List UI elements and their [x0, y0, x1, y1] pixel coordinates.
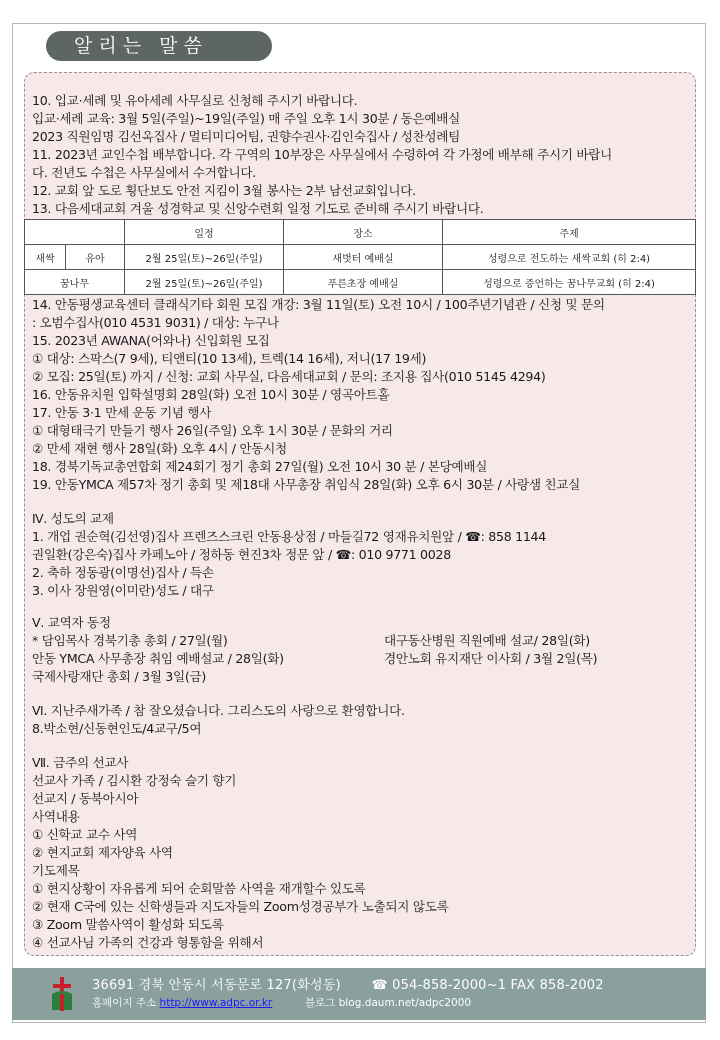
- notice-line: ② 모집: 25일(토) 까지 / 신청: 교회 사무실, 다음세대교회 / 문의: 조지용 집사(010 5145 4294): [32, 369, 546, 384]
- footer-phone: ☎ 054-858-2000~1 FAX 858-2002: [371, 978, 604, 993]
- footer-web: [92, 995, 471, 1010]
- notice-line: * 담임목사 경북기총 총회 / 27일(월): [32, 633, 228, 648]
- section-heading: Ⅶ. 금주의 선교사: [32, 755, 129, 770]
- notice-line: 1. 개업 권순혁(김선영)집사 프렌즈스크린 안동용상점 / 마들길72 영재유치원앞 / ☎: 858 1144: [32, 529, 546, 544]
- table-cell: 성령으로 전도하는 새싹교회 (히 2:4): [443, 245, 696, 270]
- table-cell: 성령으로 증언하는 꿈나무교회 (히 2:4): [443, 270, 696, 295]
- notice-line: 권일환(강은숙)집사 카페노아 / 정하동 현진3차 정문 앞 / ☎: 010 9771 0028: [32, 547, 451, 562]
- notice-line: 12. 교회 앞 도로 횡단보도 안전 지킴이 3월 봉사는 2부 남선교회입니다.: [32, 183, 416, 198]
- notice-line: 11. 2023년 교인수첩 배부합니다. 각 구역의 10부장은 사무실에서 수령하여 각 가정에 배부해 주시기 바랍니: [32, 147, 613, 162]
- table-corner-cell: [25, 220, 125, 245]
- section-heading: Ⅳ. 성도의 교제: [32, 511, 114, 526]
- section-heading: Ⅴ. 교역자 동정: [32, 615, 111, 630]
- table-header: 주제: [443, 220, 696, 245]
- notice-line: ② 현재 C국에 있는 신학생들과 지도자들의 Zoom성경공부가 노출되지 않도록: [32, 899, 449, 914]
- notice-line: ① 대상: 스팍스(7 9세), 티앤티(10 13세), 트렉(14 16세), 저니(17 19세): [32, 351, 427, 366]
- table-cell: 새싹: [25, 245, 66, 270]
- table-row: [25, 270, 696, 295]
- notice-line: 사역내용: [32, 809, 80, 824]
- notice-line: 대구동산병원 직원예배 설교/ 28일(화): [384, 633, 590, 648]
- notice-line: 8.박소현/신동현인도/4교구/5여: [32, 721, 202, 736]
- notice-line: ① 대형태극기 만들기 행사 26일(주일) 오후 1시 30분 / 문화의 거리: [32, 423, 393, 438]
- notice-line: 10. 입교·세례 및 유아세례 사무실로 신청해 주시기 바랍니다.: [32, 93, 358, 108]
- table-cell: 2월 25일(토)~26일(주일): [125, 270, 284, 295]
- notice-line: 13. 다음세대교회 겨울 성경학교 및 신앙수련회 일정 기도로 준비해 주시기 바랍니다.: [32, 201, 484, 216]
- notice-line: ① 현지상황이 자유롭게 되어 순회말씀 사역을 재개할수 있도록: [32, 881, 366, 896]
- schedule-table: [24, 219, 696, 295]
- table-header: 장소: [284, 220, 443, 245]
- notice-line: ④ 선교사님 가족의 건강과 형통함을 위해서: [32, 935, 264, 950]
- table-cell: 새벗터 예배실: [284, 245, 443, 270]
- notice-line: 선교지 / 동북아시아: [32, 791, 139, 806]
- notice-line: : 오범수집사(010 4531 9031) / 대상: 누구나: [32, 315, 279, 330]
- notice-line: 15. 2023년 AWANA(어와나) 신입회원 모집: [32, 333, 270, 348]
- notice-line: 2023 직원임명 김선옥집사 / 멀티미디어팀, 권향수권사·김인숙집사 / 성찬성례팀: [32, 129, 461, 144]
- section-heading: Ⅵ. 지난주새가족 / 참 잘오셨습니다. 그리스도의 사랑으로 환영합니다.: [32, 703, 405, 718]
- notice-line: 14. 안동평생교육센터 클래식기타 회원 모집 개강: 3월 11일(토) 오전 10시 / 100주년기념관 / 신청 및 문의: [32, 297, 605, 312]
- homepage-label: 홈페이지 주소: [92, 997, 157, 1009]
- table-header: 일정: [125, 220, 284, 245]
- notice-line: 기도제목: [32, 863, 80, 878]
- notice-line: ③ Zoom 말씀사역이 활성화 되도록: [32, 917, 224, 932]
- notice-line: ① 신학교 교수 사역: [32, 827, 138, 842]
- page-title: 알리는 말씀: [46, 31, 272, 61]
- notice-line: 2. 축하 정동광(이명선)집사 / 득손: [32, 565, 214, 580]
- notice-line: 18. 경북기독교총연합회 제24회기 정기 총회 27일(월) 오전 10시 30 분 / 본당예배실: [32, 459, 488, 474]
- notice-line: 입교·세례 교육: 3월 5일(주일)~19일(주일) 매 주일 오후 1시 30분 / 동은예배실: [32, 111, 460, 126]
- notice-line: 안동 YMCA 사무총장 취임 예배설교 / 28일(화): [32, 651, 284, 666]
- table-row: [25, 245, 696, 270]
- blog-address[interactable]: 블로그 blog.daum.net/adpc2000: [304, 997, 472, 1009]
- footer-address: 36691 경북 안동시 서동문로 127(화성동): [92, 978, 341, 993]
- table-header-row: [25, 220, 696, 245]
- table-cell: 유아: [66, 245, 125, 270]
- table-cell: 2월 25일(토)~26일(주일): [125, 245, 284, 270]
- notice-line: 선교사 가족 / 김시환 강정숙 슬기 향기: [32, 773, 237, 788]
- notice-line: 19. 안동YMCA 제57차 정기 총회 및 제18대 사무총장 취임식 28일(화) 오후 6시 30분 / 사랑샘 친교실: [32, 477, 580, 492]
- notice-line: 17. 안동 3·1 만세 운동 기념 행사: [32, 405, 212, 420]
- notice-line: 3. 이사 장원영(이미란)성도 / 대구: [32, 583, 214, 598]
- notice-line: ② 현지교회 제자양육 사역: [32, 845, 173, 860]
- notice-line: 다. 전년도 수첩은 사무실에서 수거합니다.: [32, 165, 256, 180]
- notice-line: 국제사랑재단 총회 / 3월 3일(금): [32, 669, 206, 684]
- homepage-link[interactable]: http://www.adpc.or.kr: [159, 997, 273, 1009]
- notice-line: 경안노회 유지재단 이사회 / 3월 2일(목): [384, 651, 598, 666]
- notice-line: 16. 안동유치원 입학설명회 28일(화) 오전 10시 30분 / 영곡아트홀: [32, 387, 390, 402]
- notice-line: ② 만세 재현 행사 28일(화) 오후 4시 / 안동시청: [32, 441, 287, 456]
- church-logo-icon: [50, 976, 74, 1012]
- table-cell: 꿈나무: [25, 270, 125, 295]
- footer-contact: [92, 974, 604, 993]
- table-cell: 푸른초장 예배실: [284, 270, 443, 295]
